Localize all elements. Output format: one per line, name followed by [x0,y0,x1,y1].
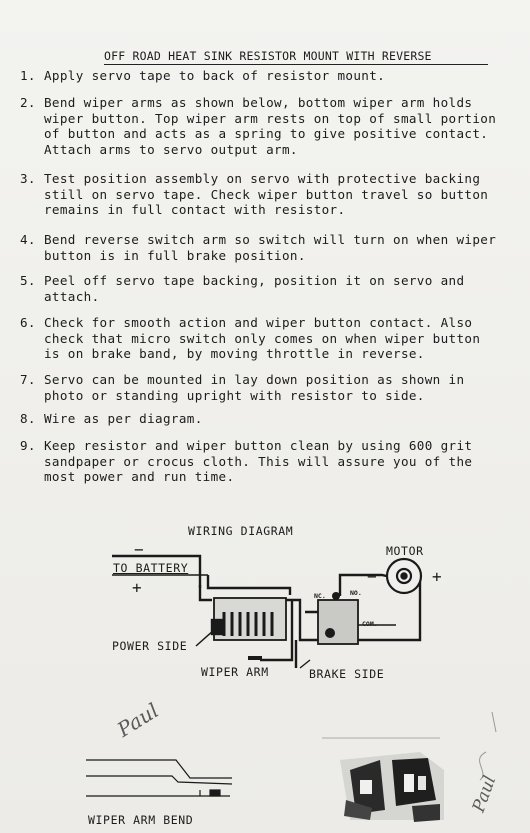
step-number: 8. [20,411,36,426]
step-number: 1. [20,68,36,83]
step-text: Test position assembly on servo with protective backing still on servo tape. Check wiper button travel so button remains in full contact with resistor. [44,171,489,218]
motor-label: MOTOR [386,544,424,558]
step-text: Peel off servo tape backing, position it on servo and attach. [44,273,465,304]
motor-minus-sign: − [367,567,377,586]
wiring-diagram-drawing [112,556,421,668]
wiring-diagram-title: WIRING DIAGRAM [188,524,294,538]
step-number: 4. [20,232,36,247]
step-text: Wire as per diagram. [44,411,203,426]
step-text: Apply servo tape to back of resistor mount. [44,68,386,83]
step-number: 2. [20,95,36,110]
page-title: OFF ROAD HEAT SINK RESISTOR MOUNT WITH REVERSE [104,49,488,65]
signature-right: Paul [468,773,501,815]
step-text: Bend wiper arms as shown below, bottom wiper arm holds wiper button. Top wiper arm rests on top of small portion of button and acts as a spring to give positive contact. Attach arms to servo output arm. [44,95,497,157]
com-label: COM. [362,620,378,628]
signature-left: Paul [112,698,163,742]
step-number: 6. [20,315,36,330]
wiper-arm-bend-label: WIPER ARM BEND [88,813,194,827]
no-label: NO. [350,589,362,597]
motor-plus-sign: + [432,567,442,586]
battery-minus-sign: − [134,540,144,559]
wiper-arm-bend-drawing [86,760,232,796]
step-number: 9. [20,438,36,453]
brake-side-label: BRAKE SIDE [309,667,385,681]
power-side-label: POWER SIDE [112,639,188,653]
step-text: Check for smooth action and wiper button contact. Also check that micro switch only comes on when wiper button is on brake band, by moving throttle in reverse. [44,315,481,362]
step-number: 5. [20,273,36,288]
to-battery-label: TO BATTERY [113,561,189,575]
battery-plus-sign: + [132,578,142,597]
step-number: 3. [20,171,36,186]
step-text: Keep resistor and wiper button clean by using 600 grit sandpaper or crocus cloth. This will assure you of the most power and run time. [44,438,473,485]
nc-label: NC. [314,592,326,600]
wiper-arm-label: WIPER ARM [201,665,269,679]
step-number: 7. [20,372,36,387]
step-text: Bend reverse switch arm so switch will turn on when wiper button is in full brake position. [44,232,497,263]
step-text: Servo can be mounted in lay down position as shown in photo or standing upright with resistor to side. [44,372,465,403]
